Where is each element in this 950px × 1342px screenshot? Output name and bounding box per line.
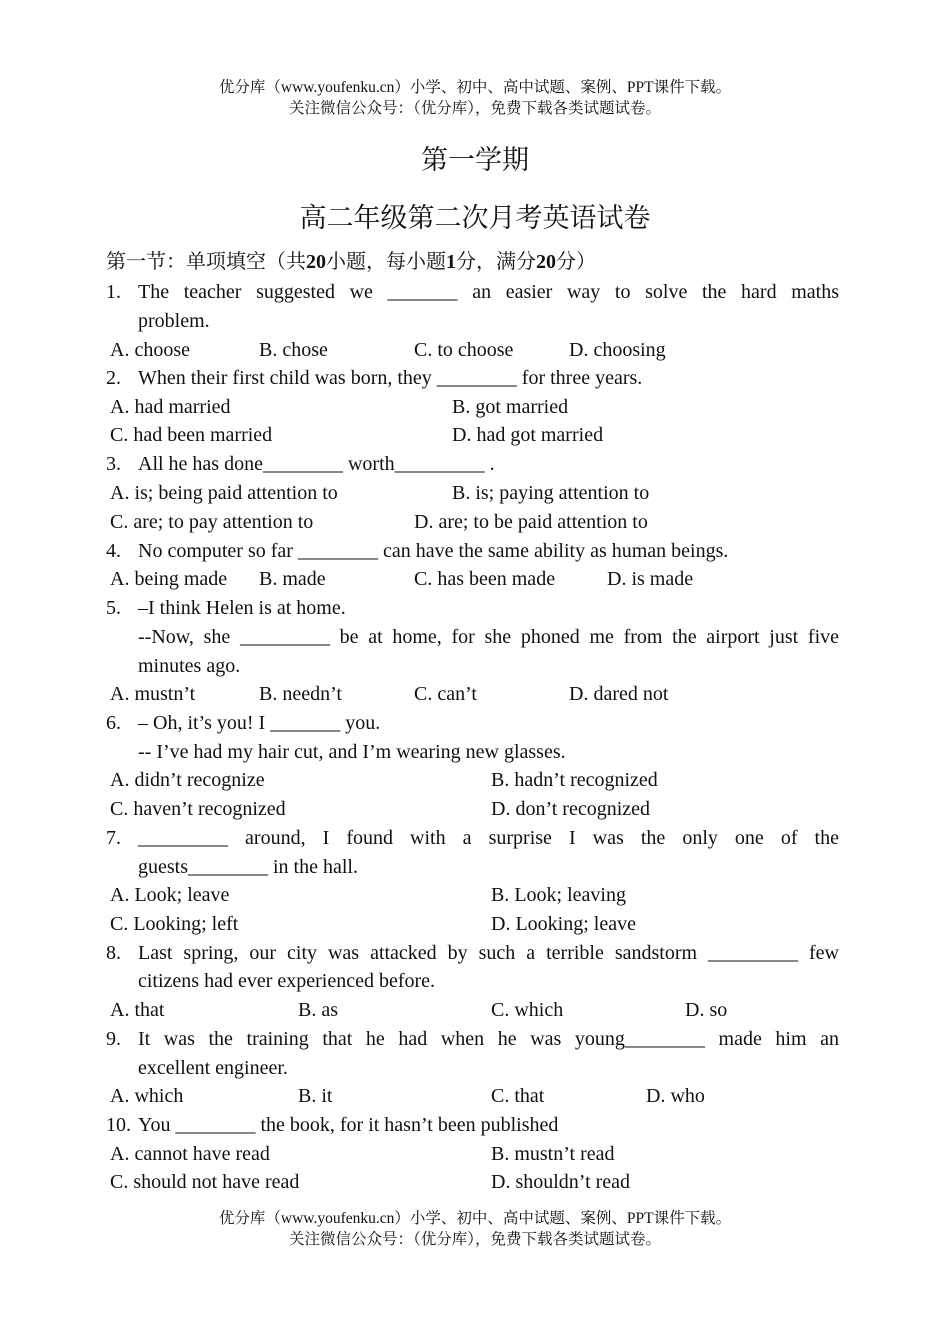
- option-d: D. had got married: [452, 424, 604, 446]
- option-d: D. so: [685, 999, 728, 1021]
- question-text: _________ around, I found with a surprise I was the only one of the: [138, 827, 839, 849]
- option-b: B. chose: [259, 339, 328, 361]
- question-count: 20: [306, 251, 326, 273]
- option-d: D. shouldn’t read: [491, 1171, 631, 1193]
- question-text: You ________ the book, for it hasn’t been published: [138, 1114, 559, 1136]
- question-text: minutes ago.: [138, 655, 241, 677]
- question-text: No computer so far ________ can have the same ability as human beings.: [138, 540, 729, 562]
- term-title: 第一学期: [421, 145, 529, 175]
- points-each: 1: [446, 251, 456, 273]
- footer-line-2: 关注微信公众号：（优分库），免费下载各类试题试卷。: [288, 1231, 661, 1248]
- question-number: 1.: [106, 281, 121, 303]
- header-line-1: 优分库（www.youfenku.cn）小学、初中、高中试题、案例、PPT课件下载。: [218, 79, 732, 96]
- option-b: B. got married: [452, 396, 569, 418]
- option-b: B. is; paying attention to: [452, 482, 650, 504]
- question-number: 9.: [106, 1028, 121, 1050]
- question-text: guests________ in the hall.: [138, 856, 358, 878]
- section-heading-text: 分，满分: [456, 251, 536, 273]
- question-text: excellent engineer.: [138, 1057, 288, 1079]
- question-text: citizens had ever experienced before.: [138, 970, 436, 992]
- option-a: A. that: [110, 999, 165, 1021]
- option-a: A. mustn’t: [110, 683, 196, 705]
- points-total: 20: [536, 251, 556, 273]
- question-text: problem.: [138, 310, 210, 332]
- option-c: C. haven’t recognized: [110, 798, 286, 820]
- question-number: 7.: [106, 827, 121, 849]
- option-a: A. didn’t recognize: [110, 769, 265, 791]
- question-text: – Oh, it’s you! I _______ you.: [138, 712, 381, 734]
- question-number: 6.: [106, 712, 121, 734]
- exam-title: 高二年级第二次月考英语试卷: [299, 203, 651, 233]
- option-d: D. don’t recognized: [491, 798, 651, 820]
- option-c: C. has been made: [414, 568, 556, 590]
- option-a: A. Look; leave: [110, 884, 230, 906]
- section-heading-text: 小题，每小题: [326, 251, 446, 273]
- option-b: B. as: [298, 999, 338, 1021]
- option-d: D. are; to be paid attention to: [414, 511, 648, 533]
- question-number: 5.: [106, 597, 121, 619]
- option-b: B. it: [298, 1085, 333, 1107]
- question-number: 4.: [106, 540, 121, 562]
- option-d: D. choosing: [569, 339, 666, 361]
- option-a: A. choose: [110, 339, 190, 361]
- header-line-2: 关注微信公众号：（优分库），免费下载各类试题试卷。: [288, 100, 661, 117]
- question-number: 3.: [106, 453, 121, 475]
- option-b: B. Look; leaving: [491, 884, 626, 906]
- option-b: B. hadn’t recognized: [491, 769, 658, 791]
- question-text: The teacher suggested we _______ an easier way to solve the hard maths: [138, 281, 839, 303]
- section-heading-text: 第一节：单项填空（共: [106, 251, 306, 273]
- option-d: D. dared not: [569, 683, 669, 705]
- option-d: D. Looking; leave: [491, 913, 636, 935]
- option-d: D. is made: [607, 568, 694, 590]
- question-number: 8.: [106, 942, 121, 964]
- option-c: C. can’t: [414, 683, 477, 705]
- option-c: C. which: [491, 999, 564, 1021]
- section-heading: [106, 250, 596, 274]
- option-c: C. Looking; left: [110, 913, 239, 935]
- footer-line-1: 优分库（www.youfenku.cn）小学、初中、高中试题、案例、PPT课件下载。: [218, 1210, 732, 1227]
- question-text: When their first child was born, they ________ for three years.: [138, 367, 643, 389]
- option-a: A. had married: [110, 396, 231, 418]
- question-text: -- I’ve had my hair cut, and I’m wearing new glasses.: [138, 741, 566, 763]
- section-heading-text: 分）: [556, 251, 596, 273]
- question-text: All he has done________ worth_________ .: [138, 453, 495, 475]
- option-a: A. which: [110, 1085, 184, 1107]
- option-a: A. cannot have read: [110, 1143, 270, 1165]
- option-a: A. being made: [110, 568, 228, 590]
- option-c: C. are; to pay attention to: [110, 511, 314, 533]
- question-text: It was the training that he had when he was young________ made him an: [138, 1028, 839, 1050]
- question-text: –I think Helen is at home.: [138, 597, 346, 619]
- question-number: 2.: [106, 367, 121, 389]
- question-text: --Now, she _________ be at home, for she phoned me from the airport just five: [138, 626, 839, 648]
- option-c: C. to choose: [414, 339, 514, 361]
- option-c: C. had been married: [110, 424, 273, 446]
- option-d: D. who: [646, 1085, 705, 1107]
- option-b: B. mustn’t read: [491, 1143, 615, 1165]
- option-c: C. that: [491, 1085, 545, 1107]
- option-b: B. needn’t: [259, 683, 342, 705]
- question-text: Last spring, our city was attacked by such a terrible sandstorm _________ few: [138, 942, 839, 964]
- option-c: C. should not have read: [110, 1171, 300, 1193]
- option-a: A. is; being paid attention to: [110, 482, 338, 504]
- option-b: B. made: [259, 568, 326, 590]
- question-number: 10.: [106, 1114, 131, 1136]
